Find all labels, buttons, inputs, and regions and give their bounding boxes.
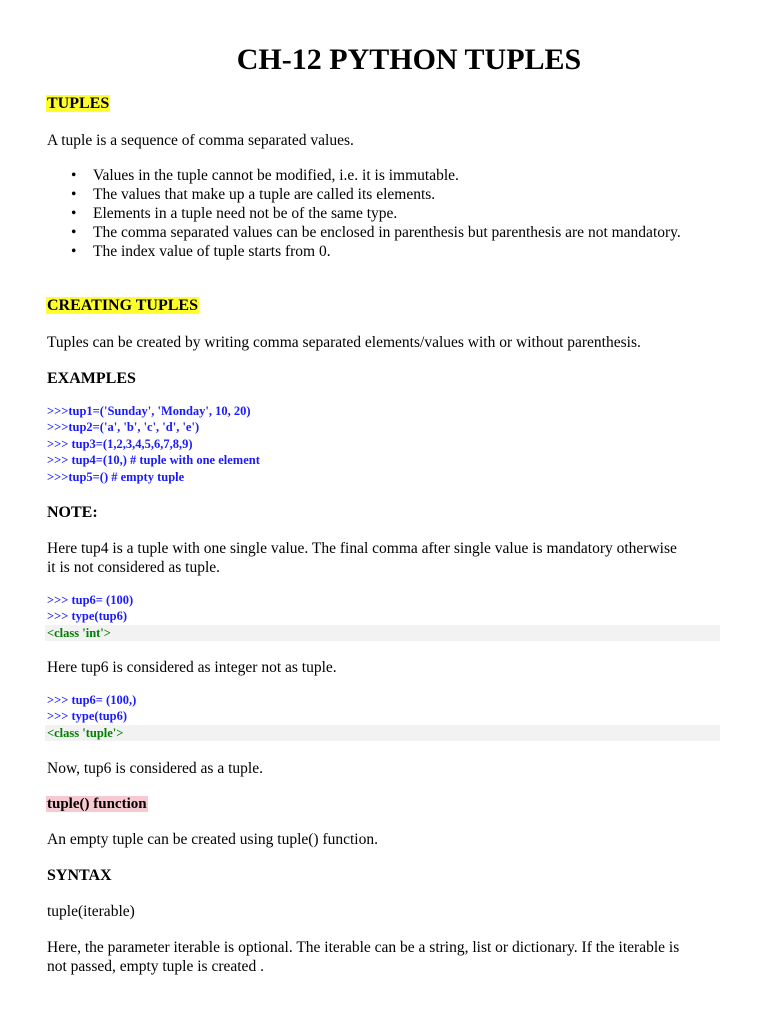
code-line: >>> type(tup6) (47, 709, 128, 724)
list-item-text: The comma separated values can be enclosed in parenthesis but parenthesis are not mandatory. (93, 224, 681, 241)
syntax-text: tuple(iterable) (47, 903, 135, 920)
list-item-text: Values in the tuple cannot be modified, i.e. it is immutable. (93, 167, 459, 184)
examples-code-block (47, 403, 260, 485)
tuples-intro: A tuple is a sequence of comma separated values. (47, 132, 354, 149)
section-heading-tuple-function (46, 794, 148, 814)
bullet-icon: • (71, 205, 77, 222)
code-line: >>>tup1=('Sunday', 'Monday', 10, 20) (47, 404, 251, 418)
note-code-block-2 (47, 692, 136, 725)
code-line: >>> type(tup6) (47, 609, 128, 624)
code-output-2: <class 'tuple'> (45, 725, 720, 741)
tuples-bullet-list (47, 166, 727, 261)
section-heading-creating-tuples (46, 296, 199, 316)
code-line: >>> tup4=(10,) # tuple with one element (47, 453, 260, 468)
function-text-2: Here, the parameter iterable is optional. The iterable can be a string, list or dictionary. If the iterable is not passed, empty tuple is created . (47, 939, 680, 975)
syntax-heading: SYNTAX (47, 867, 112, 884)
list-item (47, 204, 727, 223)
examples-heading: EXAMPLES (47, 370, 136, 387)
list-item (47, 223, 727, 242)
bullet-icon: • (71, 224, 77, 241)
code-line: >>>tup2=('a', 'b', 'c', 'd', 'e') (47, 420, 200, 435)
note-text-2: Here tup6 is considered as integer not as tuple. (47, 659, 337, 676)
list-item-text: Elements in a tuple need not be of the same type. (93, 205, 398, 222)
section-heading-tuples (46, 94, 110, 114)
list-item-text: The values that make up a tuple are called its elements. (93, 186, 436, 203)
list-item (47, 185, 727, 204)
function-heading-label: tuple() function (47, 796, 147, 812)
code-line: >>>tup5=() # empty tuple (47, 469, 185, 484)
page-title: CH-12 PYTHON TUPLES (236, 43, 582, 76)
code-output-1: <class 'int'> (45, 625, 720, 641)
function-text: An empty tuple can be created using tuple() function. (47, 831, 378, 848)
code-line: >>> tup6= (100) (47, 593, 134, 607)
creating-text: Tuples can be created by writing comma separated elements/values with or without parenthesis. (47, 334, 641, 351)
tuples-heading-label: TUPLES (47, 95, 110, 112)
code-line: >>> tup3=(1,2,3,4,5,6,7,8,9) (47, 436, 193, 451)
list-item (47, 242, 727, 261)
bullet-icon: • (71, 167, 77, 184)
note-text: Here tup4 is a tuple with one single value. The final comma after single value is mandatory otherwise it is not considered as tuple. (47, 540, 677, 576)
note-heading: NOTE: (47, 504, 98, 521)
creating-heading-label: CREATING TUPLES (47, 297, 198, 314)
bullet-icon: • (71, 243, 77, 260)
list-item-text: The index value of tuple starts from 0. (93, 243, 331, 260)
code-line: >>> tup6= (100,) (47, 693, 137, 707)
note-text-3: Now, tup6 is considered as a tuple. (47, 760, 263, 777)
note-code-block-1 (47, 592, 133, 625)
bullet-icon: • (71, 186, 77, 203)
list-item (47, 166, 727, 185)
